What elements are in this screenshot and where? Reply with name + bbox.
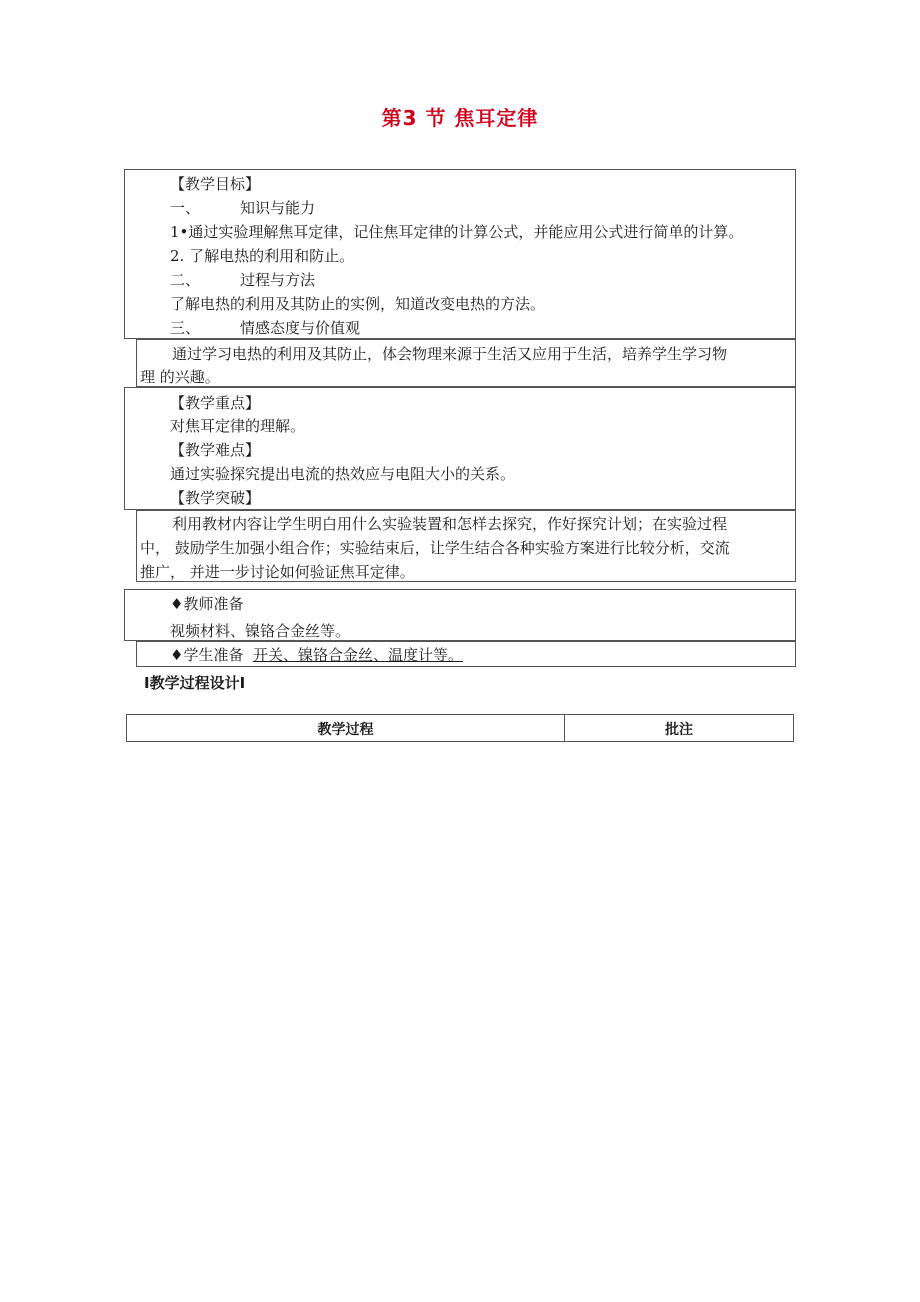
student-prep-label: ♦学生准备	[170, 646, 244, 664]
focus-text: 对焦耳定律的理解。	[170, 417, 306, 435]
student-prep-text: 开关、镍铬合金丝、温度计等。	[253, 646, 464, 664]
col-teaching-process: 教学过程	[127, 715, 565, 741]
breakthrough-line3: 推广， 并进一步讨论如何验证焦耳定律。	[140, 563, 415, 581]
process-table-header	[126, 714, 794, 742]
difficulty-heading: 【教学难点】	[170, 441, 261, 459]
section-number: 三、	[170, 319, 201, 337]
section-knowledge	[170, 196, 315, 220]
difficulty-text: 通过实验探究提出电流的热效应与电阻大小的关系。	[170, 465, 516, 483]
page-title: 第3 节 焦耳定律	[381, 106, 539, 130]
breakthrough-heading: 【教学突破】	[170, 489, 261, 507]
student-prep	[170, 643, 463, 667]
section-title: 知识与能力	[240, 199, 316, 217]
section-process	[170, 268, 315, 292]
attitude-text-line1: 通过学习电热的利用及其防止，体会物理来源于生活又应用于生活，培养学生学习物	[172, 345, 728, 363]
section-attitude	[170, 316, 360, 340]
process-text: 了解电热的利用及其防止的实例，知道改变电热的方法。	[170, 295, 546, 313]
breakthrough-line2: 中， 鼓励学生加强小组合作；实验结束后，让学生结合各种实验方案进行比较分析，交流	[140, 539, 730, 557]
col-notes: 批注	[665, 722, 693, 738]
attitude-text-line2: 理 的兴趣。	[140, 368, 220, 386]
process-heading: I教学过程设计I	[144, 674, 246, 692]
section-number: 一、	[170, 199, 201, 217]
objective-item-2: 2. 了解电热的利用和防止。	[170, 247, 355, 265]
teacher-prep-label: ♦教师准备	[170, 595, 244, 613]
section-title: 情感态度与价值观	[240, 319, 361, 337]
section-title: 过程与方法	[240, 271, 316, 289]
objectives-heading: 【教学目标】	[170, 175, 261, 193]
objective-item-1: 1•通过实验理解焦耳定律，记住焦耳定律的计算公式，并能应用公式进行简单的计算。	[170, 223, 744, 241]
breakthrough-line1: 利用教材内容让学生明白用什么实验装置和怎样去探究，作好探究计划；在实验过程	[172, 515, 728, 533]
teacher-prep-text: 视频材料、镍铬合金丝等。	[170, 622, 351, 640]
focus-heading: 【教学重点】	[170, 394, 261, 412]
section-number: 二、	[170, 271, 201, 289]
